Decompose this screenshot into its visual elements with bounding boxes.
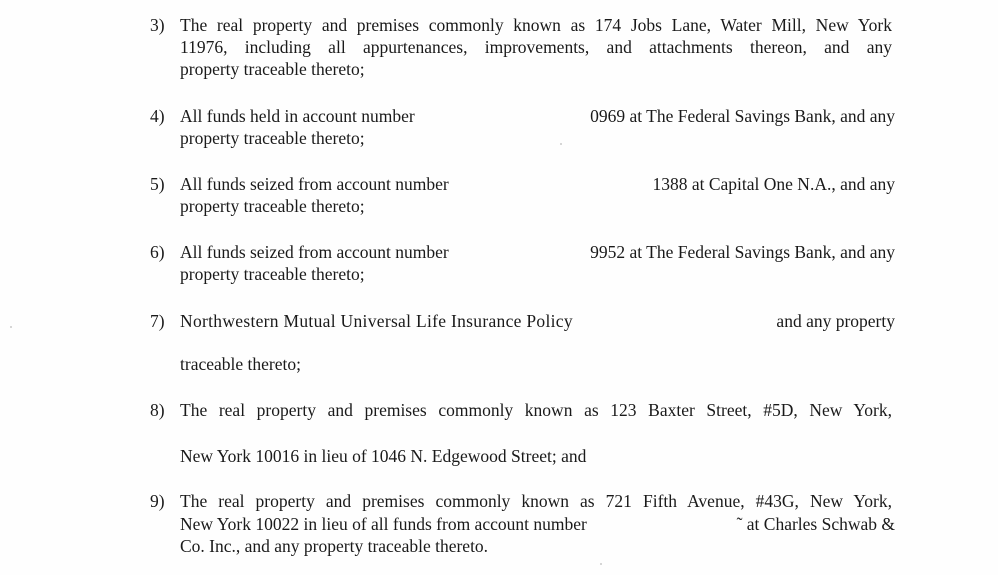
item-number: 7) [150,311,165,331]
list-item-7 [150,310,895,376]
item-text-right: 1388 at Capital One N.A., and any [652,174,895,194]
item-text-right: 9952 at The Federal Savings Bank, and any [590,242,895,262]
scan-speck [560,143,562,145]
item-text-line: traceable thereto; [180,354,301,374]
item-text-right: and any property [776,311,895,331]
item-text-line: The real property and premises commonly known as 721 Fifth Avenue, #43G, New York, [180,491,892,511]
item-text-line: New York 10016 in lieu of 1046 N. Edgewood Street; and [180,446,587,466]
item-text-line: 11976, including all appurtenances, improvements, and attachments thereon, and any [180,37,892,57]
list-item-8 [150,399,895,465]
item-text-left: All funds seized from account number [180,242,449,262]
scan-speck [600,563,602,565]
list-item-5 [150,173,895,217]
item-number: 3) [150,15,165,35]
item-text-left: All funds seized from account number [180,174,449,194]
item-text-left: Northwestern Mutual Universal Life Insurance Policy [180,311,573,331]
item-text-line: The real property and premises commonly known as 123 Baxter Street, #5D, New York, [180,400,892,420]
item-text-left: All funds held in account number [180,106,415,126]
item-number: 5) [150,174,165,194]
item-text-line: property traceable thereto; [180,59,365,79]
scan-speck [10,326,12,328]
item-number: 4) [150,106,165,126]
item-number: 8) [150,400,165,420]
list-item-9 [150,490,895,556]
item-text-right: 0969 at The Federal Savings Bank, and any [590,106,895,126]
item-number: 9) [150,491,165,511]
list-item-4 [150,105,895,149]
item-text-left: New York 10022 in lieu of all funds from account number [180,514,587,534]
item-text-line: Co. Inc., and any property traceable thereto. [180,536,489,556]
item-text-line: property traceable thereto; [180,196,365,216]
list-item-6 [150,241,895,285]
item-text-right: ˜ at Charles Schwab & [736,514,895,534]
item-text-line: The real property and premises commonly known as 174 Jobs Lane, Water Mill, New York [180,15,892,35]
list-item-3 [150,14,895,80]
item-text-line: property traceable thereto; [180,264,365,284]
item-number: 6) [150,242,165,262]
item-text-line: property traceable thereto; [180,128,365,148]
